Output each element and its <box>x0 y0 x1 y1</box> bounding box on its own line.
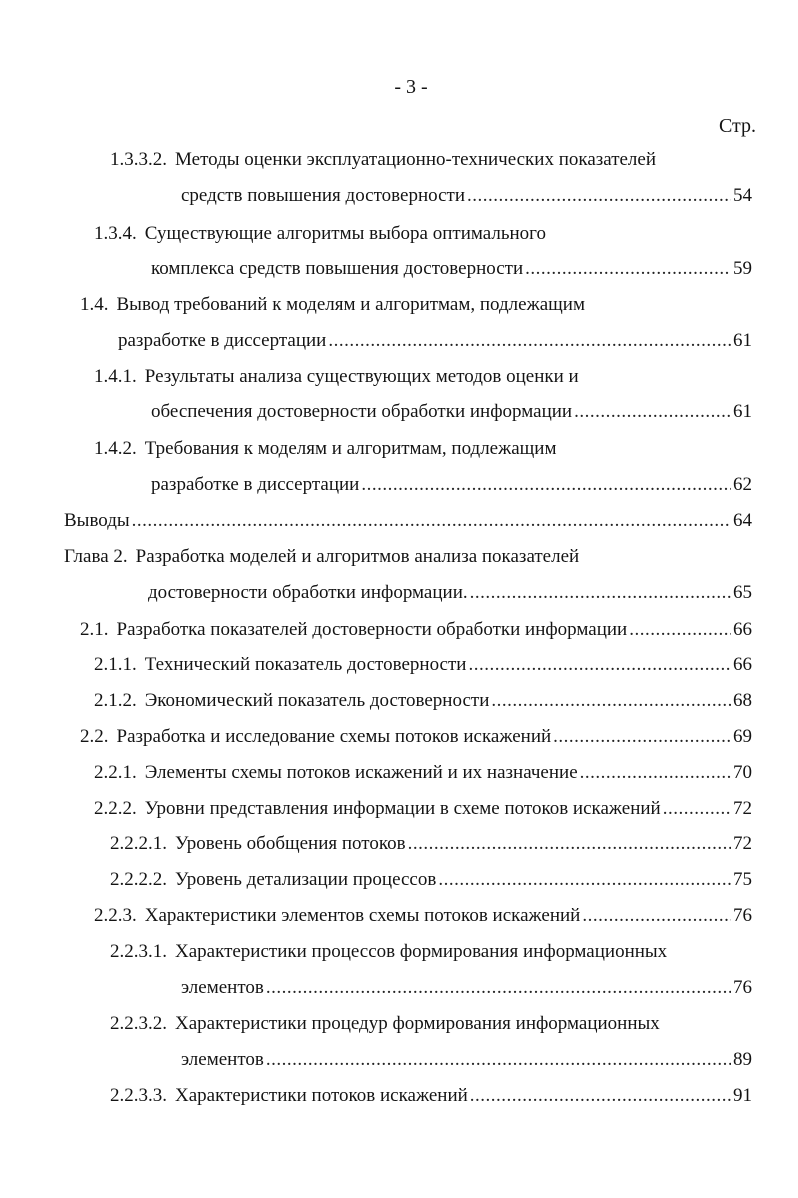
toc-entry-chapter-2-cont[interactable] <box>148 580 752 606</box>
toc-entry-2-1[interactable] <box>80 617 752 643</box>
toc-entry-number: 2.1.2. <box>94 690 137 711</box>
dot-leader <box>470 580 731 606</box>
dot-leader <box>525 256 731 282</box>
dot-leader <box>328 328 731 354</box>
dot-leader <box>582 903 731 929</box>
toc-page-number: 89 <box>733 1049 752 1070</box>
toc-entry-number: 1.3.4. <box>94 223 137 244</box>
toc-entry-number: 2.2.2.1. <box>110 833 167 854</box>
toc-page-number: 66 <box>733 654 752 675</box>
toc-entry-number: 2.2.2. <box>94 798 137 819</box>
toc-entry-title: Уровни представления информации в схеме потоков искажений <box>144 798 661 819</box>
dot-leader <box>491 688 731 714</box>
toc-entry-1-4-2-cont[interactable] <box>151 472 752 498</box>
toc-page-number: 76 <box>733 977 752 998</box>
toc-entry-1-3-4[interactable] <box>94 221 546 247</box>
dot-leader <box>468 652 731 678</box>
toc-page-number: 72 <box>733 833 752 854</box>
toc-entry-2-2-2-2[interactable] <box>110 867 752 893</box>
toc-entry-title: Разработка показателей достоверности обработки информации <box>116 619 628 640</box>
toc-entry-2-2-2[interactable] <box>94 796 752 822</box>
toc-entry-title-cont: элементов <box>181 977 264 998</box>
toc-entry-number: Глава 2. <box>64 546 128 567</box>
toc-entry-2-2-3-2[interactable] <box>110 1011 660 1037</box>
toc-entry-title: Технический показатель достоверности <box>144 654 467 675</box>
page-number: - 3 - <box>394 76 428 98</box>
toc-entry-number: 1.4.1. <box>94 366 137 387</box>
toc-entry-title: Экономический показатель достоверности <box>144 690 490 711</box>
dot-leader <box>408 831 731 857</box>
toc-entry-title: Методы оценки эксплуатационно-технических показателей <box>175 149 657 170</box>
toc-entry-2-2-3-1[interactable] <box>110 939 667 965</box>
dot-leader <box>663 796 731 822</box>
toc-page-number: 70 <box>733 762 752 783</box>
toc-entry-number: 2.2.3.1. <box>110 941 167 962</box>
toc-entry-title: Разработка и исследование схемы потоков искажений <box>116 726 552 747</box>
toc-page-number: 76 <box>733 905 752 926</box>
toc-entry-number: 2.1.1. <box>94 654 137 675</box>
toc-entry-number: 1.3.3.2. <box>110 149 167 170</box>
toc-page-number: 69 <box>733 726 752 747</box>
toc-page-number: 72 <box>733 798 752 819</box>
toc-entry-title: Вывод требований к моделям и алгоритмам, подлежащим <box>116 294 585 315</box>
toc-entry-title: Характеристики процедур формирования информационных <box>175 1013 660 1034</box>
dot-leader <box>553 724 731 750</box>
toc-entry-title: Выводы <box>64 510 130 531</box>
toc-entry-1-4-2[interactable] <box>94 436 557 462</box>
toc-entry-1-3-3-2[interactable] <box>110 147 656 173</box>
toc-entry-title-cont: разработке в диссертации <box>118 330 327 351</box>
toc-entry-chapter-2[interactable] <box>64 544 579 570</box>
toc-page-number: 62 <box>733 474 752 495</box>
toc-entry-2-2[interactable] <box>80 724 752 750</box>
toc-page-number: 68 <box>733 690 752 711</box>
toc-entry-conclusions[interactable] <box>64 508 752 534</box>
toc-entry-title: Существующие алгоритмы выбора оптимального <box>144 223 546 244</box>
toc-entry-2-2-3[interactable] <box>94 903 752 929</box>
toc-entry-number: 1.4. <box>80 294 109 315</box>
toc-entry-2-2-3-2-cont[interactable] <box>181 1047 752 1073</box>
toc-page-number: 64 <box>733 510 752 531</box>
dot-leader <box>574 399 731 425</box>
dot-leader <box>266 1047 731 1073</box>
dot-leader <box>629 617 731 643</box>
toc-entry-title-cont: средств повышения достоверности <box>181 185 465 206</box>
toc-entry-number: 2.2.2.2. <box>110 869 167 890</box>
toc-entry-title: Характеристики процессов формирования информационных <box>175 941 668 962</box>
toc-page-number: 61 <box>733 330 752 351</box>
toc-entry-number: 2.2. <box>80 726 109 747</box>
dot-leader <box>580 760 731 786</box>
toc-entry-1-4-1-cont[interactable] <box>151 399 752 425</box>
toc-entry-1-4-cont[interactable] <box>118 328 752 354</box>
toc-page-number: 75 <box>733 869 752 890</box>
toc-entry-2-2-2-1[interactable] <box>110 831 752 857</box>
toc-entry-title: Характеристики элементов схемы потоков искажений <box>144 905 581 926</box>
dot-leader <box>438 867 731 893</box>
toc-entry-title: Результаты анализа существующих методов оценки и <box>144 366 579 387</box>
toc-entry-1-4[interactable] <box>80 292 585 318</box>
toc-entry-2-1-1[interactable] <box>94 652 752 678</box>
toc-entry-1-3-3-2-cont[interactable] <box>181 183 752 209</box>
dot-leader <box>132 508 731 534</box>
toc-entry-number: 2.1. <box>80 619 109 640</box>
toc-page-number: 91 <box>733 1085 752 1106</box>
toc-page-number: 54 <box>733 185 752 206</box>
toc-entry-title: Уровень детализации процессов <box>175 869 437 890</box>
toc-entry-number: 2.2.3. <box>94 905 137 926</box>
toc-entry-title-cont: разработке в диссертации <box>151 474 360 495</box>
toc-entry-title: Уровень обобщения потоков <box>175 833 406 854</box>
page-column-label: Стр. <box>718 115 756 137</box>
toc-entry-1-4-1[interactable] <box>94 364 579 390</box>
toc-entry-title: Элементы схемы потоков искажений и их назначение <box>144 762 578 783</box>
toc-entry-2-2-3-3[interactable] <box>110 1083 752 1109</box>
toc-page-number: 61 <box>733 401 752 422</box>
toc-entry-number: 2.2.3.3. <box>110 1085 167 1106</box>
toc-entry-title-cont: обеспечения достоверности обработки информации <box>151 401 573 422</box>
toc-entry-number: 2.2.3.2. <box>110 1013 167 1034</box>
dot-leader <box>266 975 731 1001</box>
toc-entry-title-cont: комплекса средств повышения достоверности <box>151 258 524 279</box>
toc-entry-title-cont: достоверности обработки информации. <box>148 582 468 603</box>
toc-entry-title: Характеристики потоков искажений <box>175 1085 468 1106</box>
toc-entry-2-2-3-1-cont[interactable] <box>181 975 752 1001</box>
toc-entry-1-3-4-cont[interactable] <box>151 256 752 282</box>
toc-entry-2-1-2[interactable] <box>94 688 752 714</box>
toc-entry-title-cont: элементов <box>181 1049 264 1070</box>
toc-entry-2-2-1[interactable] <box>94 760 752 786</box>
dot-leader <box>467 183 731 209</box>
toc-entry-title: Разработка моделей и алгоритмов анализа показателей <box>135 546 580 567</box>
toc-entry-number: 1.4.2. <box>94 438 137 459</box>
toc-page-number: 59 <box>733 258 752 279</box>
toc-entry-title: Требования к моделям и алгоритмам, подлежащим <box>144 438 557 459</box>
toc-entry-number: 2.2.1. <box>94 762 137 783</box>
dot-leader <box>361 472 731 498</box>
dot-leader <box>470 1083 731 1109</box>
toc-page-number: 65 <box>733 582 752 603</box>
toc-page-number: 66 <box>733 619 752 640</box>
